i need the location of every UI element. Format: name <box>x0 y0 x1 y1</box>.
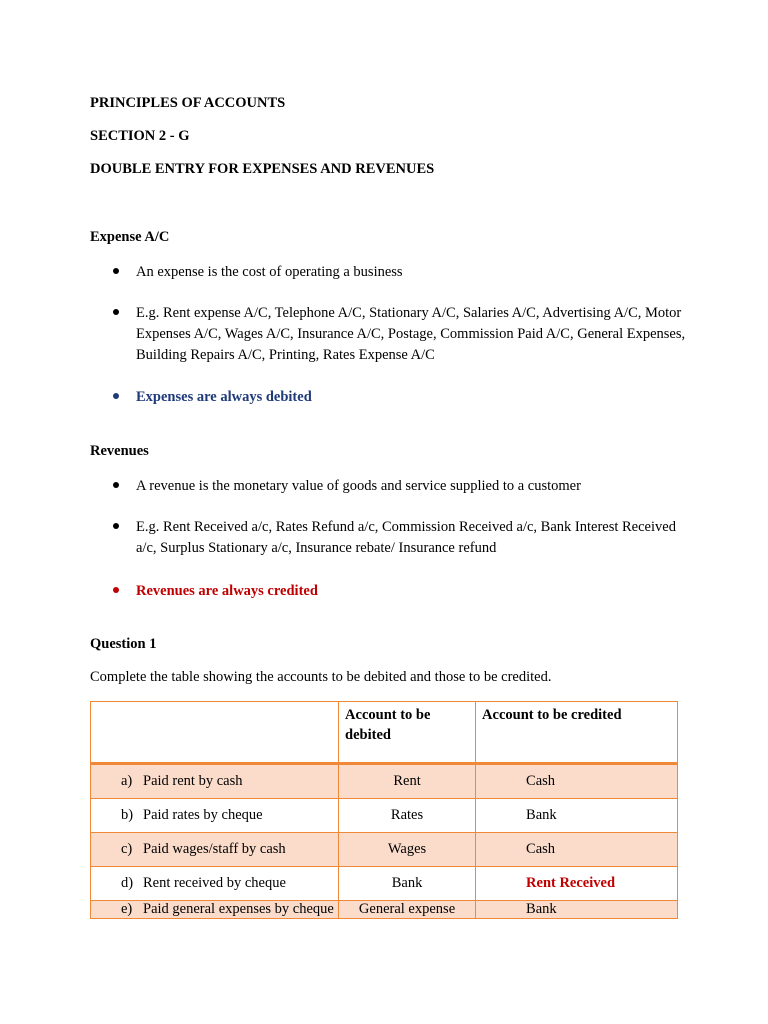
row-letter: c) <box>121 841 133 857</box>
table-cell-credit: Cash <box>476 764 678 799</box>
bullet-icon <box>113 309 119 315</box>
table-cell-description <box>91 833 339 867</box>
table-row <box>91 799 678 833</box>
table-header-cell <box>91 702 339 764</box>
table-row <box>91 867 678 901</box>
table-header-row <box>91 702 678 764</box>
table-cell-credit: Cash <box>476 833 678 867</box>
table-cell-description <box>91 867 339 901</box>
bullet-text: E.g. Rent Received a/c, Rates Refund a/c, Commission Received a/c, Bank Interest Received a/c, Surplus Stationary a/c, Insurance rebate/ Insurance refund <box>136 519 676 556</box>
bullet-text-highlight: Expenses are always debited <box>136 389 312 405</box>
row-description: Rent received by cheque <box>143 875 286 891</box>
row-description: Paid rates by cheque <box>143 807 263 823</box>
bullet-text-highlight: Revenues are always credited <box>136 583 318 599</box>
accounts-table <box>90 701 678 919</box>
table-cell-description <box>91 764 339 799</box>
table-cell-debit: Bank <box>339 867 476 901</box>
row-letter: d) <box>121 875 134 891</box>
table-cell-debit: Wages <box>339 833 476 867</box>
bullet-text: An expense is the cost of operating a business <box>136 264 403 280</box>
table-cell-debit: General expense <box>339 901 476 919</box>
table-cell-debit: Rent <box>339 764 476 799</box>
row-letter: e) <box>121 901 133 917</box>
table-cell-debit: Rates <box>339 799 476 833</box>
section-label: SECTION 2 - G <box>90 128 190 144</box>
table-cell-credit: Rent Received <box>476 867 678 901</box>
table-header-cell: Account to be debited <box>339 702 476 764</box>
bullet-text: E.g. Rent expense A/C, Telephone A/C, Stationary A/C, Salaries A/C, Advertising A/C, Motor Expenses A/C, Wages A/C, Insurance A/C, Postage, Commission Paid A/C, General Expenses, Building Repairs A/C, Printing, Rates Expense A/C <box>136 305 686 363</box>
table-cell-description <box>91 901 339 919</box>
table-cell-credit: Bank <box>476 901 678 919</box>
table-cell-credit: Bank <box>476 799 678 833</box>
table-cell-description <box>91 799 339 833</box>
table-row <box>91 833 678 867</box>
bullet-text: A revenue is the monetary value of goods and service supplied to a customer <box>136 478 581 494</box>
row-letter: a) <box>121 773 133 789</box>
table-header-cell: Account to be credited <box>476 702 678 764</box>
bullet-icon <box>113 393 119 399</box>
bullet-icon <box>113 523 119 529</box>
row-letter: b) <box>121 807 134 823</box>
question-heading: Question 1 <box>90 636 157 652</box>
revenue-heading: Revenues <box>90 443 149 459</box>
document-subtitle: DOUBLE ENTRY FOR EXPENSES AND REVENUES <box>90 161 435 177</box>
bullet-icon <box>113 268 119 274</box>
bullet-icon <box>113 482 119 488</box>
document-title: PRINCIPLES OF ACCOUNTS <box>90 95 286 111</box>
question-instruction: Complete the table showing the accounts to be debited and those to be credited. <box>90 669 552 685</box>
row-description: Paid rent by cash <box>143 773 243 789</box>
bullet-icon <box>113 587 119 593</box>
expense-heading: Expense A/C <box>90 229 170 245</box>
table-row <box>91 764 678 799</box>
row-description: Paid wages/staff by cash <box>143 841 286 857</box>
row-description: Paid general expenses by cheque <box>143 901 334 917</box>
table-row <box>91 901 678 919</box>
